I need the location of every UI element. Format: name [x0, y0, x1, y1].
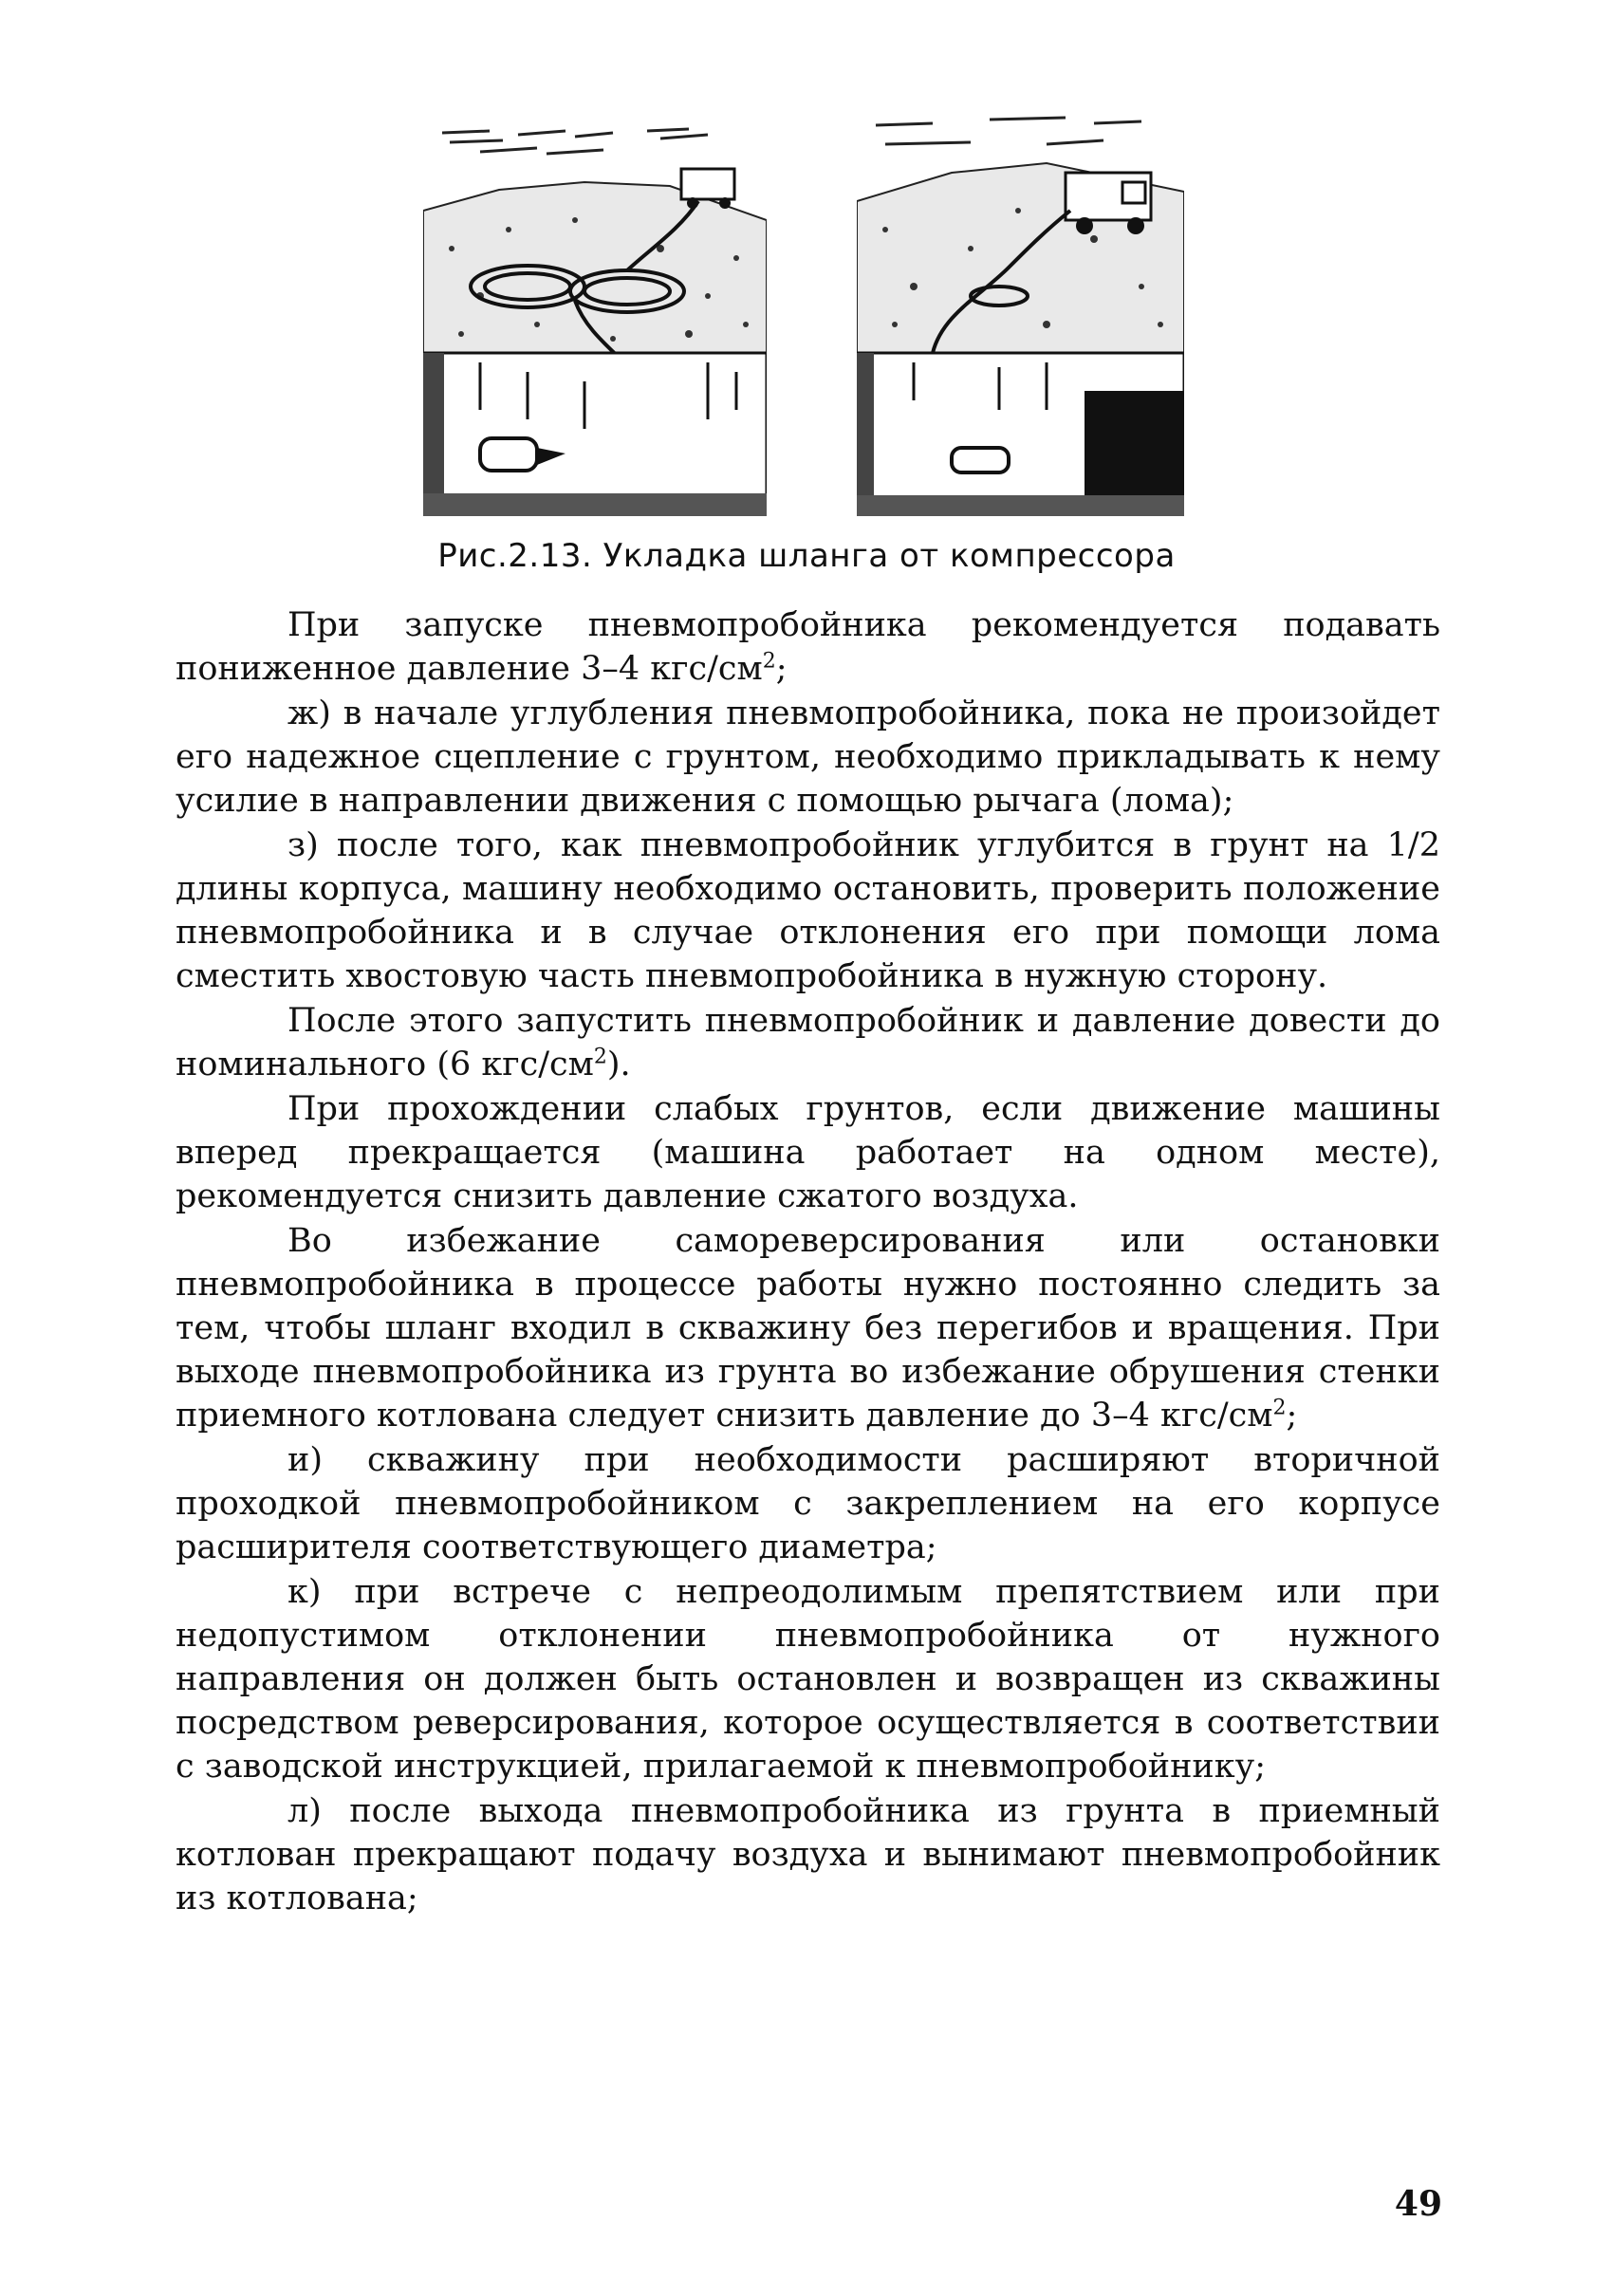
paragraph: При прохождении слабых грунтов, если движение машины вперед прекращается (машина работает на одном месте), рекомендуется снизить давление сжатого воздуха.	[176, 1090, 1440, 1215]
body-text	[176, 603, 1440, 1921]
paragraph: л) после выхода пневмопробойника из грунта в приемный котлован прекращают подачу воздуха и вынимают пневмопробойник из котлована;	[176, 1792, 1440, 1917]
paragraph: к) при встрече с непреодолимым препятствием или при недопустимом отклонении пневмопробойника от нужного направления он должен быть остановлен и возвращен из скважины посредством реверсирования, которое осуществляется в соответствии с заводской инструкцией, прилагаемой к пневмопробойнику;	[176, 1573, 1440, 1786]
paragraph: После этого запустить пневмопробойник и давление довести до номинального (6 кгс/$см^2$).	[176, 1002, 1440, 1083]
page-number: 49	[1394, 2184, 1442, 2224]
paragraph: ж) в начале углубления пневмопробойника, пока не произойдет его надежное сцепление с грунтом, необходимо прикладывать к нему усилие в направлении движения с помощью рычага (лома);	[176, 694, 1440, 820]
paragraph: з) после того, как пневмопробойник углубится в грунт на 1/2 длины корпуса, машину необходимо остановить, проверить положение пневмопробойника и в случае отклонения его при помощи лома сместить хвостовую часть пневмопробойника в нужную сторону.	[176, 826, 1440, 995]
paragraph: и) скважину при необходимости расширяют вторичной проходкой пневмопробойником с закреплением на его корпусе расширителя соответствующего диаметра;	[176, 1441, 1440, 1566]
figure-caption: Рис.2.13. Укладка шланга от компрессора	[437, 537, 1176, 575]
figure-hose-straight-illustration	[857, 106, 1184, 516]
paragraph: При запуске пневмопробойника рекомендуется подавать пониженное давление 3–4 кгс/$см^2$;	[176, 606, 1440, 688]
figure-hose-loops-illustration	[423, 106, 767, 516]
paragraph: Во избежание самореверсирования или остановки пневмопробойника в процессе работы нужно постоянно следить за тем, чтобы шланг входил в скважину без перегибов и вращения. При выходе пневмопробойника из грунта во избежание обрушения стенки приемного котлована следует снизить давление до 3–4 кгс/$см^2$;	[176, 1222, 1440, 1435]
